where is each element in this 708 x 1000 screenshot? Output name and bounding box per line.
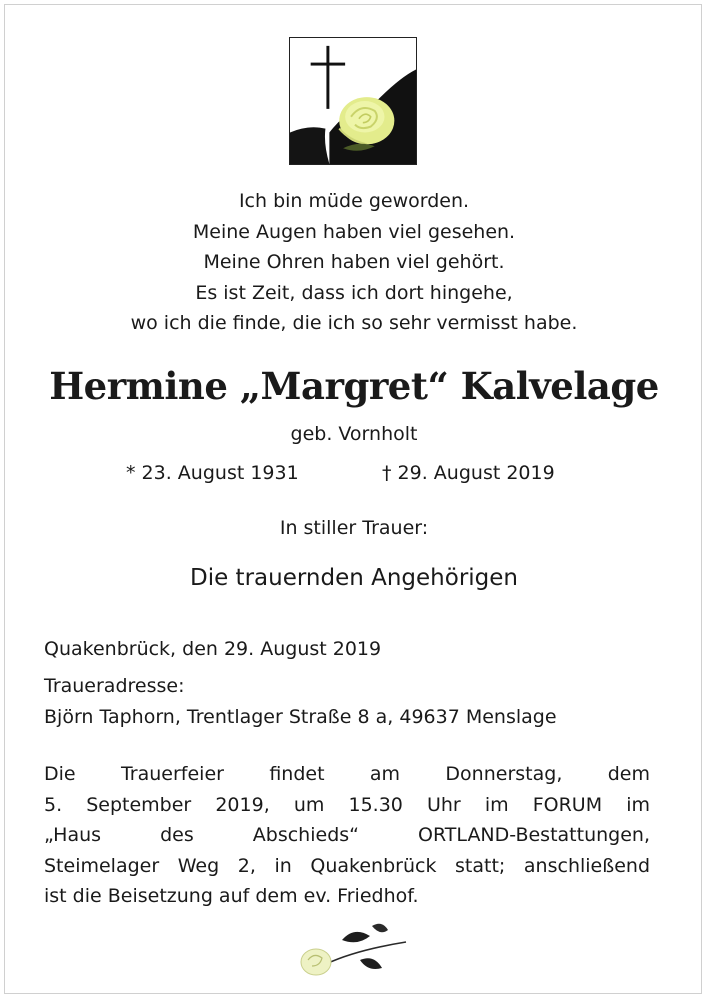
address-line: Björn Taphorn, Trentlager Straße 8 a, 49637 Menslage: [44, 705, 557, 728]
ceremony-line: „Haus des Abschieds“ ORTLAND-Bestattungen,: [44, 824, 650, 846]
ceremony-details: [44, 759, 650, 912]
birth-name: geb. Vornholt: [290, 423, 418, 445]
deceased-name: Hermine „Margret“ Kalvelage: [49, 364, 659, 408]
mourning-address: [44, 671, 650, 732]
birth-date: * 23. August 1931: [126, 462, 299, 484]
life-dates: [0, 462, 708, 492]
ceremony-line: ist die Beisetzung auf dem ev. Friedhof.: [44, 885, 419, 907]
ceremony-line: Steimelager Weg 2, in Quakenbrück statt; anschließend: [44, 854, 650, 877]
mourning-heading: In stiller Trauer:: [279, 517, 429, 539]
poem-line: Meine Augen haben viel gesehen.: [192, 220, 516, 243]
leaf-icon: [342, 932, 370, 942]
place-and-date: Quakenbrück, den 29. August 2019: [44, 638, 382, 660]
poem-line: Ich bin müde geworden.: [238, 190, 470, 212]
poem-line: wo ich die finde, die ich so sehr vermisst habe.: [130, 312, 578, 334]
mourners-signature: Die trauernden Angehörigen: [189, 565, 518, 591]
rose-ornament: [296, 920, 412, 980]
cross-rose-graphic: [290, 38, 416, 164]
poem-line: Meine Ohren haben viel gehört.: [203, 251, 505, 273]
leaf-shadow-left: [290, 127, 329, 164]
rose-ornament-graphic: [296, 920, 412, 980]
cross-bar: [311, 63, 345, 66]
rose-icon: [301, 949, 331, 975]
poem: [40, 186, 668, 339]
cross-icon: [326, 46, 329, 109]
poem-line: Es ist Zeit, dass ich dort hingehe,: [195, 281, 513, 304]
cross-and-rose-image: [289, 37, 417, 165]
ceremony-line: Die Trauerfeier findet am Donnerstag, dem: [44, 763, 650, 785]
death-date: † 29. August 2019: [382, 462, 555, 484]
ceremony-line: 5. September 2019, um 15.30 Uhr im FORUM im: [44, 793, 650, 816]
address-label: Traueradresse:: [44, 675, 185, 697]
